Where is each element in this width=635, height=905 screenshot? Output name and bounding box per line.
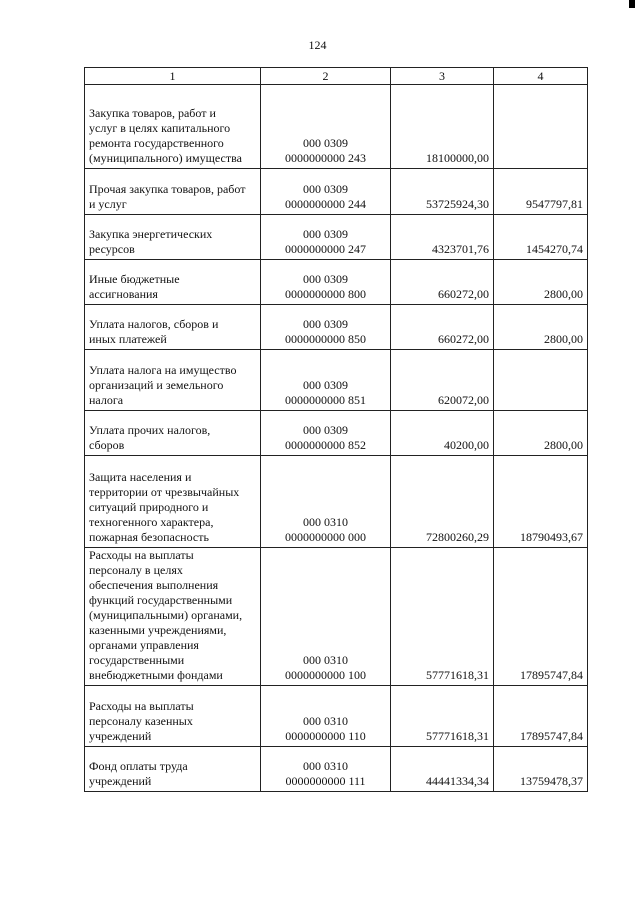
row-name-line: обеспечения выполнения [89,578,219,592]
row-name-line: Прочая закупка товаров, работ [89,182,246,196]
corner-mark [629,0,635,8]
row-code-cell [261,260,391,305]
row-name-cell [85,85,261,169]
budget-table [84,67,588,792]
row-executed-amount: 2800,00 [494,411,588,456]
table-row [85,747,588,792]
row-code-cell [261,169,391,215]
row-planned-amount: 660272,00 [391,305,494,350]
row-name-cell [85,260,261,305]
row-name-cell [85,456,261,548]
table-row [85,686,588,747]
row-name-line: ресурсов [89,242,135,256]
row-name-line: учреждений [89,729,152,743]
row-code-cell [261,456,391,548]
row-code-line: 000 0309 [303,423,348,437]
row-name-line: государственными [89,653,185,667]
row-name-cell [85,411,261,456]
table-body [85,85,588,792]
table-row [85,169,588,215]
row-executed-amount: 9547797,81 [494,169,588,215]
row-planned-amount: 44441334,34 [391,747,494,792]
row-code-line: 0000000000 244 [285,197,366,211]
row-code-cell [261,85,391,169]
row-name-line: и услуг [89,197,127,211]
row-code-line: 000 0310 [303,714,348,728]
row-name-line: пожарная безопасность [89,530,209,544]
row-planned-amount: 660272,00 [391,260,494,305]
row-planned-amount: 40200,00 [391,411,494,456]
row-name-line: Закупка энергетических [89,227,213,241]
table-row [85,85,588,169]
row-code-line: 0000000000 850 [285,332,366,346]
row-name-cell [85,350,261,411]
row-code-line: 000 0309 [303,317,348,331]
row-name-line: сборов [89,438,125,452]
row-executed-amount: 2800,00 [494,260,588,305]
row-name-line: казенными учреждениями, [89,623,227,637]
page-number: 124 [308,38,327,52]
row-code-cell [261,215,391,260]
row-name-cell [85,686,261,747]
row-code-line: 0000000000 110 [285,729,366,743]
row-code-line: 000 0309 [303,227,348,241]
row-name-line: (муниципального) имущества [89,151,242,165]
row-name-line: ассигнования [89,287,158,301]
row-code-line: 000 0309 [303,182,348,196]
row-code-cell [261,411,391,456]
column-header: 2 [261,68,391,85]
row-name-line: персоналу в целях [89,563,183,577]
row-name-line: внебюджетными фондами [89,668,223,682]
row-name-line: Уплата налогов, сборов и [89,317,219,331]
row-name-line: ремонта государственного [89,136,224,150]
row-planned-amount: 57771618,31 [391,686,494,747]
row-name-line: техногенного характера, [89,515,214,529]
row-executed-amount: 18790493,67 [494,456,588,548]
row-name-line: услуг в целях капитального [89,121,231,135]
header-row [85,68,588,85]
row-code-line: 000 0309 [303,272,348,286]
row-code-cell [261,548,391,686]
row-name-line: персоналу казенных [89,714,193,728]
row-code-cell [261,305,391,350]
row-name-line: Расходы на выплаты [89,548,194,562]
row-executed-amount: 13759478,37 [494,747,588,792]
row-executed-amount: 2800,00 [494,305,588,350]
row-code-cell [261,747,391,792]
row-planned-amount: 53725924,30 [391,169,494,215]
row-name-line: Уплата налога на имущество [89,363,237,377]
row-name-line: (муниципальными) органами, [89,608,243,622]
table-row [85,456,588,548]
row-name-line: Фонд оплаты труда [89,759,188,773]
row-name-line: территории от чрезвычайных [89,485,240,499]
row-name-cell [85,169,261,215]
row-code-line: 000 0310 [303,515,348,529]
row-name-line: Иные бюджетные [89,272,180,286]
table-row [85,411,588,456]
row-name-line: органами управления [89,638,199,652]
row-name-cell [85,747,261,792]
row-name-line: Закупка товаров, работ и [89,106,216,120]
column-header: 3 [391,68,494,85]
row-code-line: 0000000000 852 [285,438,366,452]
row-code-line: 0000000000 243 [285,151,366,165]
row-code-line: 0000000000 000 [285,530,366,544]
row-name-cell [85,305,261,350]
row-planned-amount: 72800260,29 [391,456,494,548]
row-name-line: ситуаций природного и [89,500,209,514]
row-name-line: учреждений [89,774,152,788]
row-code-cell [261,350,391,411]
row-executed-amount [494,350,588,411]
column-header: 1 [85,68,261,85]
table-row [85,215,588,260]
row-code-line: 000 0309 [303,378,348,392]
row-planned-amount: 4323701,76 [391,215,494,260]
row-planned-amount: 620072,00 [391,350,494,411]
row-name-line: налога [89,393,124,407]
row-executed-amount [494,85,588,169]
table-row [85,548,588,686]
row-code-cell [261,686,391,747]
row-planned-amount: 18100000,00 [391,85,494,169]
row-code-line: 000 0309 [303,136,348,150]
row-name-line: Уплата прочих налогов, [89,423,211,437]
row-name-line: функций государственными [89,593,233,607]
row-code-line: 0000000000 100 [285,668,366,682]
row-name-cell [85,215,261,260]
table-row [85,260,588,305]
row-code-line: 0000000000 247 [285,242,366,256]
table-row [85,305,588,350]
column-header: 4 [494,68,588,85]
row-name-line: организаций и земельного [89,378,224,392]
row-executed-amount: 17895747,84 [494,686,588,747]
row-code-line: 000 0310 [303,653,348,667]
row-code-line: 000 0310 [303,759,348,773]
row-name-line: Расходы на выплаты [89,699,194,713]
row-executed-amount: 1454270,74 [494,215,588,260]
row-executed-amount: 17895747,84 [494,548,588,686]
row-name-cell [85,548,261,686]
row-name-line: иных платежей [89,332,167,346]
table-row [85,350,588,411]
row-planned-amount: 57771618,31 [391,548,494,686]
row-code-line: 0000000000 111 [285,774,366,788]
row-code-line: 0000000000 800 [285,287,366,301]
row-name-line: Защита населения и [89,470,192,484]
row-code-line: 0000000000 851 [285,393,366,407]
